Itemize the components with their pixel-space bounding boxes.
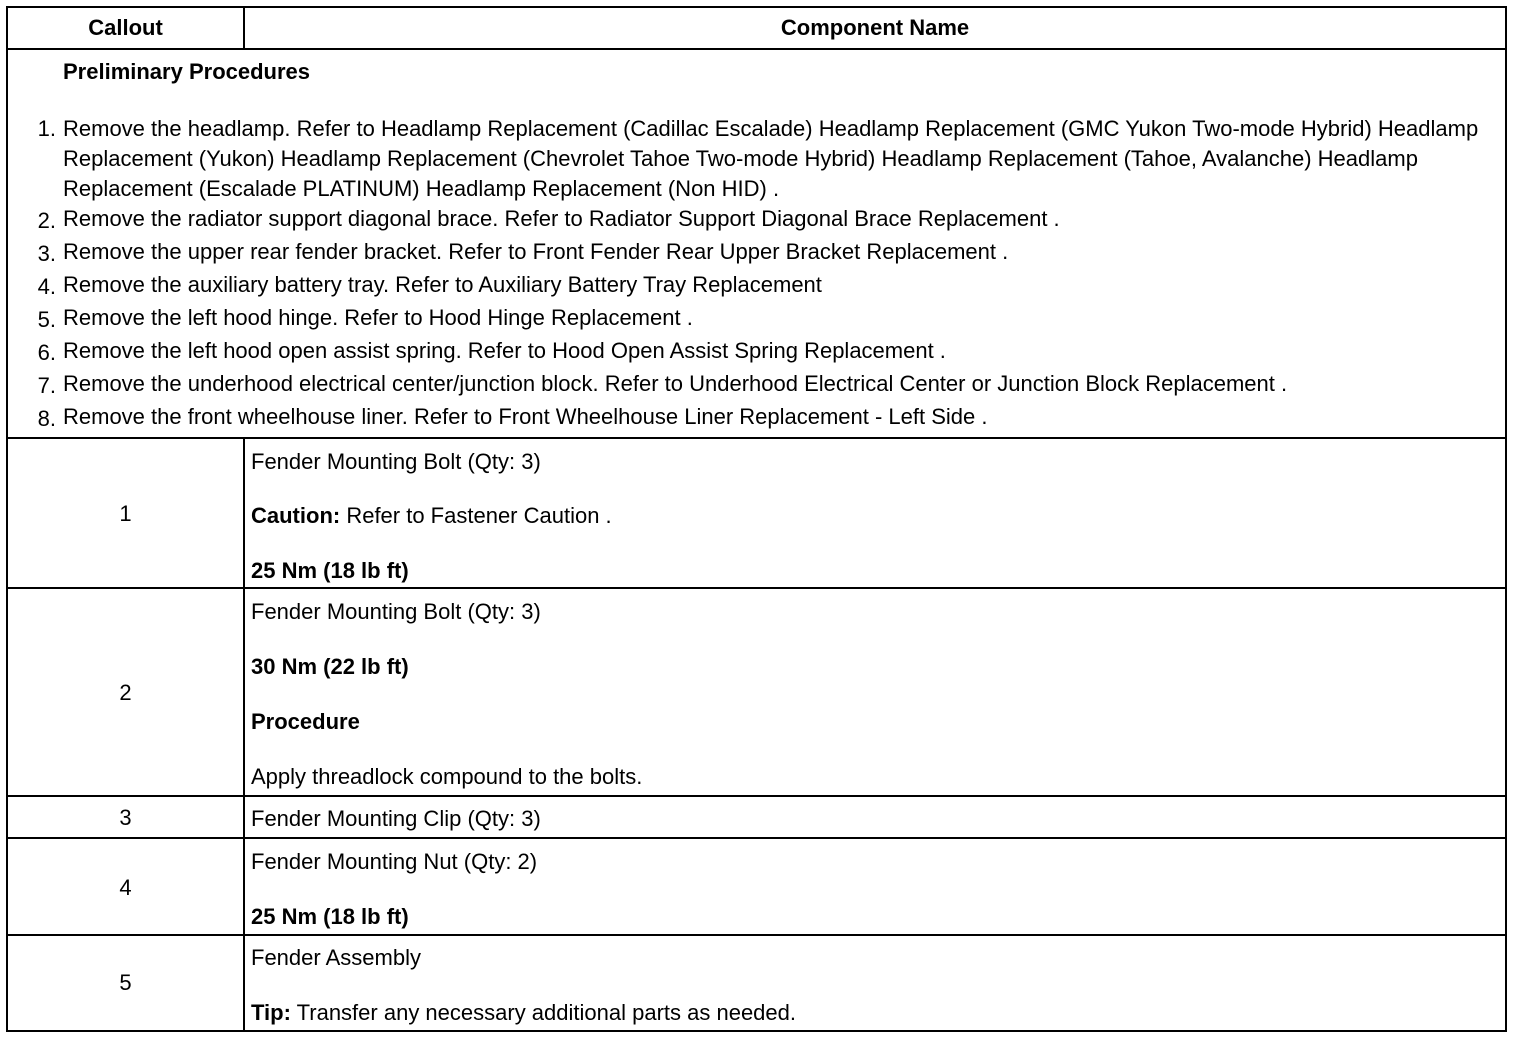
step-number: 5. bbox=[37, 307, 56, 332]
step-number: 3. bbox=[37, 241, 56, 266]
step-number: 6. bbox=[37, 340, 56, 365]
caution-label: Caution: bbox=[251, 503, 341, 528]
step-text: Remove the headlamp. Refer to Headlamp Replacement (Cadillac Escalade) Headlamp Replacement (GMC Yukon Two-mode Hybrid) Headlamp Replacement (Yukon) Headlamp Replacement (Chevrolet Tahoe Two-mode Hybrid) Headlamp Replacement (Tahoe, Avalanche) Headlamp Replacement (Escalade PLATINUM) Headlamp Replacement (Non HID) . bbox=[63, 116, 1479, 201]
torque-spec: 30 Nm (22 lb ft) bbox=[251, 654, 409, 679]
step-text: Remove the front wheelhouse liner. Refer to Front Wheelhouse Liner Replacement - Left Side . bbox=[63, 404, 988, 429]
table-row bbox=[8, 437, 1505, 589]
caution-text: Refer to Fastener Caution . bbox=[340, 503, 612, 528]
tip-text: Transfer any necessary additional parts as needed. bbox=[290, 1000, 796, 1025]
column-divider bbox=[243, 797, 245, 839]
step-text: Remove the underhood electrical center/junction block. Refer to Underhood Electrical Center or Junction Block Replacement . bbox=[63, 371, 1288, 396]
step-number: 7. bbox=[37, 373, 56, 398]
component-name-header: Component Name bbox=[780, 15, 970, 40]
callout-number: 5 bbox=[119, 970, 132, 995]
procedure-label: Procedure bbox=[251, 709, 360, 734]
tip-note bbox=[251, 1000, 796, 1026]
step-text: Remove the radiator support diagonal brace. Refer to Radiator Support Diagonal Brace Replacement . bbox=[63, 206, 1060, 231]
caution-note bbox=[251, 503, 612, 529]
step-number: 1. bbox=[37, 116, 56, 141]
step-text: Remove the left hood hinge. Refer to Hood Hinge Replacement . bbox=[63, 305, 693, 330]
step-number: 2. bbox=[37, 208, 56, 233]
callout-number: 1 bbox=[119, 501, 132, 526]
table-row bbox=[8, 837, 1505, 936]
component-name: Fender Mounting Nut (Qty: 2) bbox=[251, 849, 538, 874]
step-number: 4. bbox=[37, 274, 56, 299]
column-divider bbox=[243, 589, 245, 797]
component-name: Fender Assembly bbox=[251, 945, 421, 970]
step-text: Remove the auxiliary battery tray. Refer to Auxiliary Battery Tray Replacement bbox=[63, 272, 822, 297]
component-name: Fender Mounting Clip (Qty: 3) bbox=[251, 806, 541, 831]
table-row bbox=[8, 587, 1505, 797]
component-table bbox=[6, 6, 1507, 1032]
table-row bbox=[8, 795, 1505, 839]
column-divider bbox=[243, 439, 245, 589]
step-number: 8. bbox=[37, 406, 56, 431]
step-text: Remove the left hood open assist spring. Refer to Hood Open Assist Spring Replacement . bbox=[63, 338, 946, 363]
procedure-text: Apply threadlock compound to the bolts. bbox=[251, 764, 643, 789]
header-row bbox=[8, 8, 1505, 48]
torque-spec: 25 Nm (18 lb ft) bbox=[251, 904, 409, 929]
column-divider bbox=[243, 936, 245, 1030]
step-text: Remove the upper rear fender bracket. Refer to Front Fender Rear Upper Bracket Replacement . bbox=[63, 239, 1009, 264]
component-name: Fender Mounting Bolt (Qty: 3) bbox=[251, 449, 541, 474]
preliminary-title: Preliminary Procedures bbox=[63, 59, 311, 84]
preliminary-procedures bbox=[8, 48, 1505, 438]
column-divider bbox=[243, 839, 245, 936]
tip-label: Tip: bbox=[251, 1000, 291, 1025]
callout-number: 3 bbox=[119, 805, 132, 830]
torque-spec: 25 Nm (18 lb ft) bbox=[251, 558, 409, 583]
callout-number: 4 bbox=[119, 874, 132, 900]
table-row bbox=[8, 934, 1505, 1030]
component-name: Fender Mounting Bolt (Qty: 3) bbox=[251, 599, 541, 624]
callout-number: 2 bbox=[119, 680, 132, 705]
callout-header: Callout bbox=[88, 15, 163, 40]
